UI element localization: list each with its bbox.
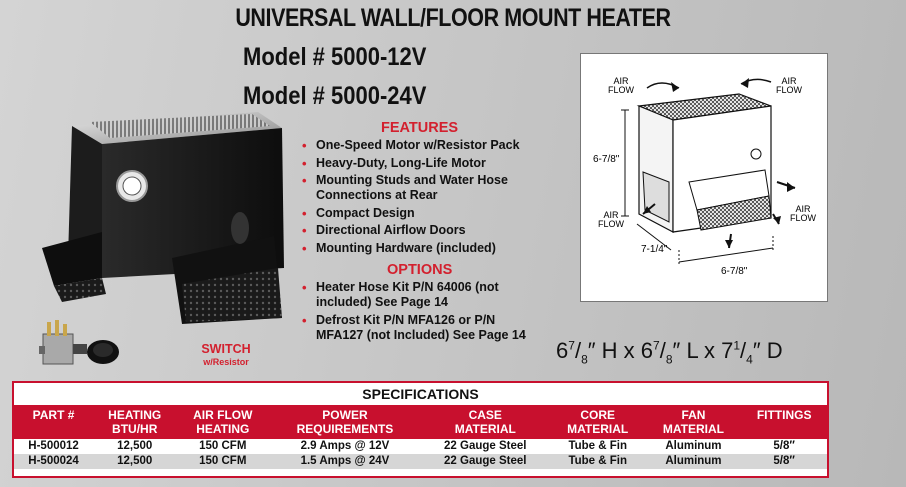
table-row <box>14 454 827 469</box>
diagram-drawing <box>581 54 827 301</box>
specifications-table <box>12 381 829 478</box>
header-fittings: FITTINGS <box>741 405 827 439</box>
diagram-depth-label: 7-1/4" <box>641 244 668 255</box>
cell-fan: Aluminum <box>646 439 742 454</box>
feature-item: • One-Speed Motor w/Resistor Pack <box>302 138 552 153</box>
switch-label: SWITCH w/Resistor <box>201 342 251 367</box>
feature-item: • Mounting Hardware (included) <box>302 241 552 256</box>
cell-fittings: 5/8″ <box>741 439 827 454</box>
airflow-label-top-left: AIR <box>613 76 629 86</box>
cell-fan: Aluminum <box>646 454 742 469</box>
model-number-24v: Model # 5000-24V <box>243 82 427 110</box>
model-number-12v: Model # 5000-12V <box>243 43 427 71</box>
cell-core: Tube & Fin <box>550 439 646 454</box>
cell-part: H-500012 <box>14 439 93 454</box>
header-airflow: AIR FLOW HEATING <box>176 405 269 439</box>
option-item: • Defrost Kit P/N MFA126 or P/N MFA127 (not Included) See Page 14 <box>302 313 532 343</box>
switch-product-photo <box>37 318 137 380</box>
cell-heating: 12,500 <box>93 454 176 469</box>
diagram-height-label: 6-7/8" <box>593 154 620 165</box>
feature-item: • Heavy-Duty, Long-Life Motor <box>302 156 552 171</box>
header-heating: HEATING BTU/HR <box>93 405 176 439</box>
airflow-label-right: AIR <box>795 204 811 214</box>
specifications-header-row <box>14 405 827 439</box>
feature-item: • Directional Airflow Doors <box>302 223 552 238</box>
airflow-label-right-2: FLOW <box>790 213 816 223</box>
cell-case: 22 Gauge Steel <box>421 454 550 469</box>
options-heading: OPTIONS <box>387 262 453 278</box>
cell-power: 1.5 Amps @ 24V <box>269 454 420 469</box>
cell-airflow: 150 CFM <box>176 439 269 454</box>
cell-case: 22 Gauge Steel <box>421 439 550 454</box>
cell-part: H-500024 <box>14 454 93 469</box>
features-heading: FEATURES <box>381 120 459 136</box>
diagram-length-label: 6-7/8" <box>721 266 748 277</box>
page-title: UNIVERSAL WALL/FLOOR MOUNT HEATER <box>235 4 671 32</box>
table-row <box>14 439 827 454</box>
airflow-label-left: AIR <box>603 210 619 220</box>
option-item: • Heater Hose Kit P/N 64006 (not included) See Page 14 <box>302 280 532 310</box>
dimension-diagram <box>580 53 828 302</box>
header-power: POWER REQUIREMENTS <box>269 405 420 439</box>
specifications-title: SPECIFICATIONS <box>14 383 827 405</box>
header-core: CORE MATERIAL <box>550 405 646 439</box>
cell-fittings: 5/8″ <box>741 454 827 469</box>
features-list <box>302 138 552 258</box>
header-case: CASE MATERIAL <box>421 405 550 439</box>
overall-dimensions: $6^7/_8''$ H x $6^7/_8''$ L x $7^1/_4''$ D <box>556 338 783 367</box>
airflow-label-top-right: AIR <box>781 76 797 86</box>
header-part: PART # <box>14 405 93 439</box>
heater-product-photo <box>32 108 294 326</box>
airflow-label-top-left-2: FLOW <box>608 85 634 95</box>
feature-item: • Compact Design <box>302 206 552 221</box>
airflow-label-top-right-2: FLOW <box>776 85 802 95</box>
airflow-label-left-2: FLOW <box>598 219 624 229</box>
cell-heating: 12,500 <box>93 439 176 454</box>
options-list <box>302 280 532 345</box>
cell-power: 2.9 Amps @ 12V <box>269 439 420 454</box>
feature-item: • Mounting Studs and Water Hose Connections at Rear <box>302 173 552 203</box>
header-fan: FAN MATERIAL <box>646 405 742 439</box>
cell-airflow: 150 CFM <box>176 454 269 469</box>
cell-core: Tube & Fin <box>550 454 646 469</box>
